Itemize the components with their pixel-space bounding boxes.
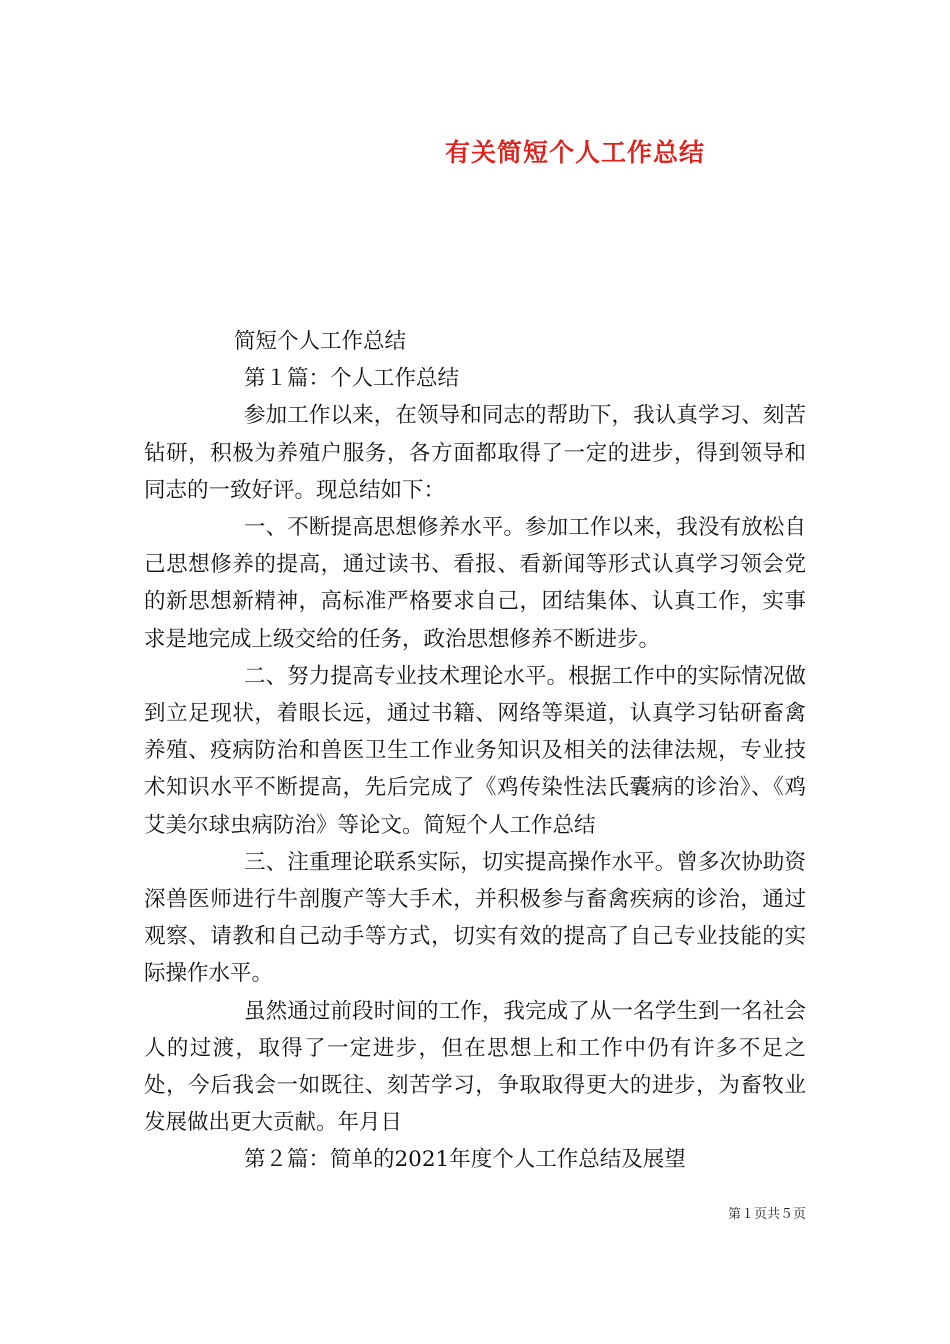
paragraph-point-1: 一、不断提高思想修养水平。参加工作以来，我没有放松自己思想修养的提高，通过读书、看报、看新闻等形式认真学习领会党的新思想新精神，高标准严格要求自己，团结集体、认真工作，实事求是地完成上级交给的任务，政治思想修养不断进步。: [144, 515, 806, 652]
document-body: [144, 323, 806, 1179]
paragraph-point-2: 二、努力提高专业技术理论水平。根据工作中的实际情况做到立足现状，着眼长远，通过书籍、网络等渠道，认真学习钻研畜禽养殖、疫病防治和兽医卫生工作业务知识及相关的法律法规，专业技术知识水平不断提高，先后完成了《鸡传染性法氏囊病的诊治》、《鸡艾美尔球虫病防治》等论文。简短个人工作总结: [144, 663, 806, 838]
part2-heading: 第２篇：简单的2021年度个人工作总结及展望: [244, 1147, 686, 1173]
paragraph-point-3: 三、注重理论联系实际，切实提高操作水平。曾多次协助资深兽医师进行牛剖腹产等大手术，并积极参与畜禽疾病的诊治，通过观察、请教和自己动手等方式，切实有效的提高了自己专业技能的实际操作水平。: [144, 849, 806, 987]
paragraph-intro: 参加工作以来，在领导和同志的帮助下，我认真学习、刻苦钻研，积极为养殖户服务，各方面都取得了一定的进步，得到领导和同志的一致好评。现总结如下：: [144, 403, 806, 503]
page-indicator: 第１页共５页: [727, 1207, 806, 1222]
document-title: 有关简短个人工作总结: [444, 138, 705, 167]
section-heading: 简短个人工作总结: [234, 329, 407, 354]
part1-heading: 第１篇：个人工作总结: [244, 366, 460, 392]
paragraph-conclusion: 虽然通过前段时间的工作，我完成了从一名学生到一名社会人的过渡，取得了一定进步，但在思想上和工作中仍有许多不足之处，今后我会一如既往、刻苦学习，争取取得更大的进步，为畜牧业发展做出更大贡献。年月日: [144, 998, 806, 1136]
